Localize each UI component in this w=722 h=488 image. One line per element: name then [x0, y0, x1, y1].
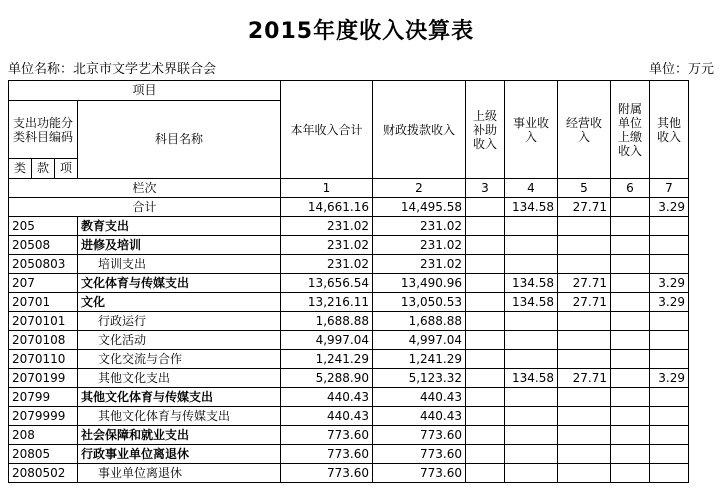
row-value-1: 231.02: [281, 217, 373, 236]
table-row: [9, 426, 689, 445]
row-value-1: 773.60: [281, 445, 373, 464]
row-value-7: [650, 464, 689, 483]
row-value-7: 3.29: [650, 369, 689, 388]
row-value-5: 27.71: [558, 293, 611, 312]
row-value-3: [466, 426, 505, 445]
row-code: 2080502: [9, 464, 78, 483]
row-value-5: [558, 312, 611, 331]
col-header-4: 事业收入: [505, 81, 558, 179]
col-index-label: 栏次: [9, 179, 281, 198]
row-value-4: 134.58: [505, 293, 558, 312]
row-value-5: 27.71: [558, 274, 611, 293]
col-index-7: 7: [650, 179, 689, 198]
row-value-3: [466, 388, 505, 407]
row-subject-name: 进修及培训: [78, 236, 281, 255]
row-value-4: [505, 255, 558, 274]
row-value-7: [650, 388, 689, 407]
row-value-6: [611, 464, 650, 483]
row-value-6: [611, 407, 650, 426]
row-value-1: 5,288.90: [281, 369, 373, 388]
row-value-6: [611, 217, 650, 236]
table-row: [9, 407, 689, 426]
row-subject-name: 行政事业单位离退休: [78, 445, 281, 464]
row-value-1: 1,688.88: [281, 312, 373, 331]
row-value-5: [558, 217, 611, 236]
row-code: 2070108: [9, 331, 78, 350]
row-code: 20508: [9, 236, 78, 255]
row-code: 20805: [9, 445, 78, 464]
income-table: [8, 80, 689, 483]
col-header-7: 其他收入: [650, 81, 689, 179]
row-subject-name: 事业单位离退休: [78, 464, 281, 483]
row-value-5: [558, 236, 611, 255]
table-row: [9, 274, 689, 293]
row-subject-name: 社会保障和就业支出: [78, 426, 281, 445]
row-subject-name: 其他文化体育与传媒支出: [78, 407, 281, 426]
row-value-6: [611, 369, 650, 388]
total-row: [9, 198, 689, 217]
col-index-6: 6: [611, 179, 650, 198]
func-code-header: 支出功能分类科目编码: [9, 101, 78, 159]
row-value-5: [558, 426, 611, 445]
row-value-4: [505, 407, 558, 426]
row-value-4: [505, 236, 558, 255]
row-value-3: [466, 407, 505, 426]
row-value-4: 134.58: [505, 369, 558, 388]
item-header: 项目: [9, 81, 281, 101]
table-row: [9, 369, 689, 388]
row-code: 207: [9, 274, 78, 293]
row-subject-name: 文化交流与合作: [78, 350, 281, 369]
table-row: [9, 312, 689, 331]
row-subject-name: 培训支出: [78, 255, 281, 274]
row-value-4: [505, 331, 558, 350]
row-value-3: [466, 236, 505, 255]
col-header-6: 附属单位上缴收入: [611, 81, 650, 179]
row-subject-name: 文化活动: [78, 331, 281, 350]
kuan-header: 款: [32, 159, 55, 179]
col-header-1: 本年收入合计: [281, 81, 373, 179]
row-subject-name: 其他文化体育与传媒支出: [78, 388, 281, 407]
row-value-2: 13,490.96: [373, 274, 466, 293]
row-code: 205: [9, 217, 78, 236]
row-value-2: 1,241.29: [373, 350, 466, 369]
table-row: [9, 445, 689, 464]
row-value-3: [466, 445, 505, 464]
col-index-2: 2: [373, 179, 466, 198]
total-value-5: 27.71: [558, 198, 611, 217]
row-value-3: [466, 312, 505, 331]
row-value-2: 440.43: [373, 388, 466, 407]
row-value-2: 231.02: [373, 236, 466, 255]
row-value-3: [466, 255, 505, 274]
row-value-3: [466, 274, 505, 293]
row-subject-name: 其他文化支出: [78, 369, 281, 388]
col-index-5: 5: [558, 179, 611, 198]
row-value-4: [505, 445, 558, 464]
row-code: 20701: [9, 293, 78, 312]
row-code: 2070110: [9, 350, 78, 369]
subject-name-header: 科目名称: [78, 101, 281, 179]
row-value-5: [558, 445, 611, 464]
row-value-6: [611, 255, 650, 274]
col-index-row: [9, 179, 689, 198]
row-value-7: [650, 255, 689, 274]
row-value-5: [558, 331, 611, 350]
row-value-7: [650, 331, 689, 350]
table-row: [9, 331, 689, 350]
row-value-1: 1,241.29: [281, 350, 373, 369]
total-value-1: 14,661.16: [281, 198, 373, 217]
row-value-2: 231.02: [373, 217, 466, 236]
row-value-3: [466, 464, 505, 483]
table-row: [9, 293, 689, 312]
row-value-2: 5,123.32: [373, 369, 466, 388]
row-value-2: 440.43: [373, 407, 466, 426]
table-row: [9, 255, 689, 274]
row-value-5: [558, 407, 611, 426]
total-value-3: [466, 198, 505, 217]
total-value-6: [611, 198, 650, 217]
row-value-1: 13,656.54: [281, 274, 373, 293]
row-subject-name: 文化体育与传媒支出: [78, 274, 281, 293]
row-value-7: [650, 312, 689, 331]
table-row: [9, 350, 689, 369]
row-value-6: [611, 388, 650, 407]
col-header-5: 经营收入: [558, 81, 611, 179]
row-value-7: 3.29: [650, 293, 689, 312]
row-value-7: [650, 426, 689, 445]
row-value-4: [505, 217, 558, 236]
row-value-5: [558, 388, 611, 407]
row-value-6: [611, 236, 650, 255]
row-value-2: 231.02: [373, 255, 466, 274]
xiang-header: 项: [55, 159, 78, 179]
row-value-2: 1,688.88: [373, 312, 466, 331]
row-value-3: [466, 293, 505, 312]
col-header-2: 财政拨款收入: [373, 81, 466, 179]
row-value-4: 134.58: [505, 274, 558, 293]
row-value-3: [466, 217, 505, 236]
org-name: 单位名称：北京市文学艺术界联合会: [8, 62, 217, 77]
row-value-1: 231.02: [281, 236, 373, 255]
col-index-1: 1: [281, 179, 373, 198]
table-row: [9, 464, 689, 483]
total-value-4: 134.58: [505, 198, 558, 217]
row-value-2: 773.60: [373, 426, 466, 445]
row-value-2: 773.60: [373, 445, 466, 464]
row-value-4: [505, 426, 558, 445]
table-row: [9, 388, 689, 407]
col-header-3: 上级补助收入: [466, 81, 505, 179]
row-value-2: 4,997.04: [373, 331, 466, 350]
row-value-4: [505, 350, 558, 369]
total-value-2: 14,495.58: [373, 198, 466, 217]
row-value-1: 231.02: [281, 255, 373, 274]
row-value-1: 13,216.11: [281, 293, 373, 312]
row-value-7: [650, 217, 689, 236]
row-value-5: 27.71: [558, 369, 611, 388]
row-value-5: [558, 464, 611, 483]
row-value-4: [505, 464, 558, 483]
row-value-3: [466, 331, 505, 350]
total-label: 合计: [9, 198, 281, 217]
row-value-6: [611, 312, 650, 331]
row-value-6: [611, 350, 650, 369]
col-index-3: 3: [466, 179, 505, 198]
row-value-6: [611, 293, 650, 312]
row-code: 208: [9, 426, 78, 445]
row-subject-name: 文化: [78, 293, 281, 312]
row-value-6: [611, 331, 650, 350]
row-value-2: 13,050.53: [373, 293, 466, 312]
row-code: 2070199: [9, 369, 78, 388]
currency-unit: 单位：万元: [648, 62, 714, 77]
table-row: [9, 217, 689, 236]
row-subject-name: 教育支出: [78, 217, 281, 236]
row-value-6: [611, 445, 650, 464]
row-value-1: 440.43: [281, 388, 373, 407]
total-value-7: 3.29: [650, 198, 689, 217]
row-value-7: [650, 350, 689, 369]
row-code: 2050803: [9, 255, 78, 274]
row-subject-name: 行政运行: [78, 312, 281, 331]
row-value-4: [505, 388, 558, 407]
row-code: 20799: [9, 388, 78, 407]
row-value-7: 3.29: [650, 274, 689, 293]
row-value-1: 773.60: [281, 426, 373, 445]
row-value-6: [611, 274, 650, 293]
row-value-5: [558, 255, 611, 274]
row-code: 2070101: [9, 312, 78, 331]
row-value-3: [466, 369, 505, 388]
row-value-7: [650, 445, 689, 464]
row-value-1: 773.60: [281, 464, 373, 483]
row-value-1: 4,997.04: [281, 331, 373, 350]
col-index-4: 4: [505, 179, 558, 198]
row-value-5: [558, 350, 611, 369]
report-title: 2015年度收入决算表: [247, 19, 475, 44]
row-value-3: [466, 350, 505, 369]
row-value-6: [611, 426, 650, 445]
table-row: [9, 236, 689, 255]
row-code: 2079999: [9, 407, 78, 426]
lei-header: 类: [9, 159, 32, 179]
row-value-7: [650, 236, 689, 255]
row-value-4: [505, 312, 558, 331]
row-value-2: 773.60: [373, 464, 466, 483]
row-value-1: 440.43: [281, 407, 373, 426]
row-value-7: [650, 407, 689, 426]
